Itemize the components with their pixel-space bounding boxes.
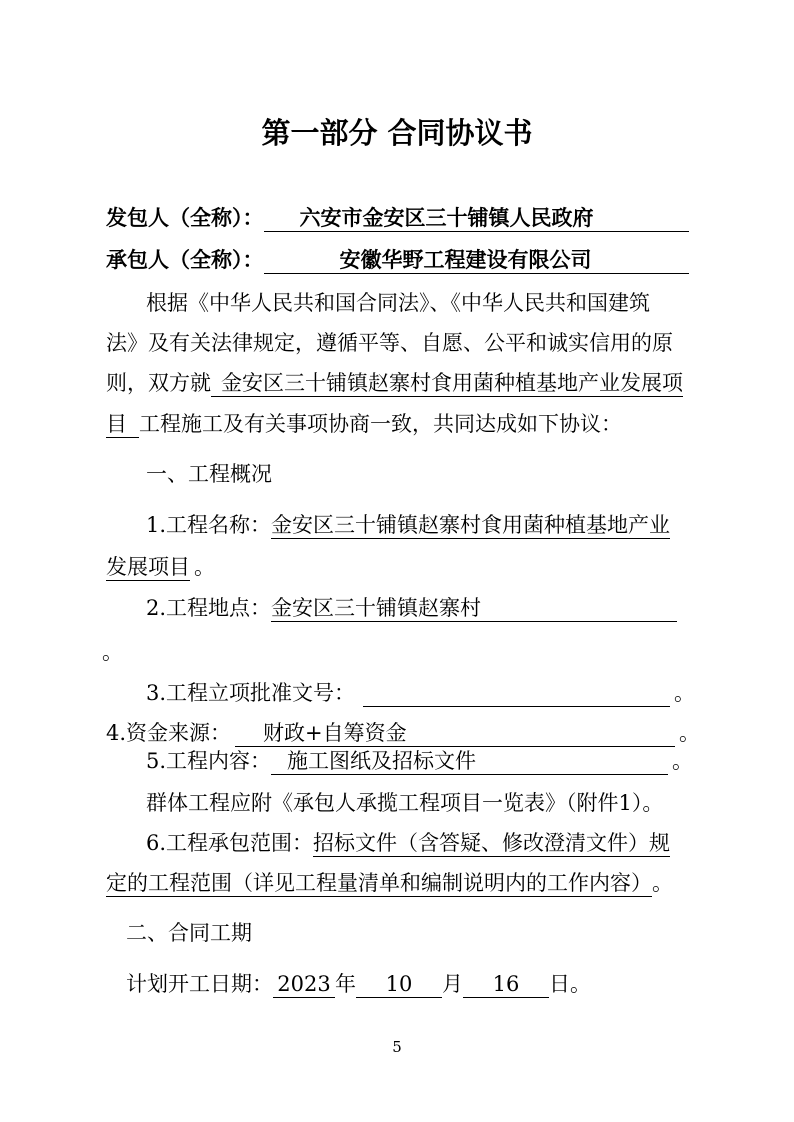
project-name-inline: 金安区三十铺镇赵寨村食用菌种植基地产业发展项 (211, 370, 683, 397)
employer-label: 发包人（全称）： (106, 206, 264, 230)
contractor-line (106, 246, 689, 274)
funding-source-value: 财政+自筹资金 (235, 720, 675, 747)
employer-name: 六安市金安区三十铺镇人民政府 (264, 205, 689, 232)
contract-scope-line: 6.工程承包范围：招标文件（含答疑、修改澄清文件）规 (146, 831, 671, 855)
project-name-value: 金安区三十铺镇赵寨村食用菌种植基地产业 (271, 513, 671, 537)
preamble-line-1: 根据《中华人民共和国合同法》、《中华人民共和国建筑 (146, 291, 650, 315)
project-location-end: 。 (102, 640, 123, 664)
project-name-value-cont: 发展项目 (106, 555, 190, 579)
start-month: 10 (356, 971, 442, 998)
employer-line (106, 204, 689, 232)
page-number: 5 (392, 1038, 402, 1056)
contractor-label: 承包人（全称）： (106, 248, 264, 272)
project-location-line: 2.工程地点：金安区三十铺镇赵寨村 (146, 594, 677, 622)
page-title: 第一部分 合同协议书 (261, 116, 533, 150)
preamble-line-4: 目 工程施工及有关事项协商一致，共同达成如下协议： (106, 412, 622, 436)
project-name-inline-cont: 目 (106, 411, 139, 438)
funding-source-line: 4.资金来源： 财政+自筹资金 。 (106, 721, 701, 745)
planned-start-date-line: 计划开工日期： 2023 年 10 月 16 日。 (126, 972, 591, 996)
section2-heading: 二、合同工期 (126, 921, 252, 945)
start-year: 2023 (273, 971, 335, 998)
approval-number-blank (363, 680, 670, 707)
project-content-value: 施工图纸及招标文件 (271, 748, 668, 775)
project-name-line: 1.工程名称：金安区三十铺镇赵寨村食用菌种植基地产业 (146, 513, 671, 537)
project-content-line: 5.工程内容： 施工图纸及招标文件 。 (146, 749, 694, 773)
preamble-line-3: 则，双方就 金安区三十铺镇赵寨村食用菌种植基地产业发展项 (106, 371, 683, 395)
section1-heading: 一、工程概况 (146, 462, 272, 486)
contract-scope-value-cont: 定的工程范围（详见工程量清单和编制说明内的工作内容） (106, 871, 652, 895)
contract-scope-line-cont: 定的工程范围（详见工程量清单和编制说明内的工作内容）。 (106, 871, 673, 895)
group-project-note: 群体工程应附《承包人承揽工程项目一览表》（附件1）。 (146, 791, 664, 815)
contract-scope-value: 招标文件（含答疑、修改澄清文件）规 (313, 831, 671, 855)
project-location-value: 金安区三十铺镇赵寨村 (271, 595, 677, 622)
contractor-name: 安徽华野工程建设有限公司 (264, 247, 689, 274)
preamble-line-2: 法》及有关法律规定，遵循平等、自愿、公平和诚实信用的原 (106, 331, 673, 355)
start-day: 16 (463, 971, 549, 998)
project-name-line-cont: 发展项目 。 (106, 555, 215, 579)
approval-number-line: 3.工程立项批准文号： 。 (146, 681, 696, 705)
